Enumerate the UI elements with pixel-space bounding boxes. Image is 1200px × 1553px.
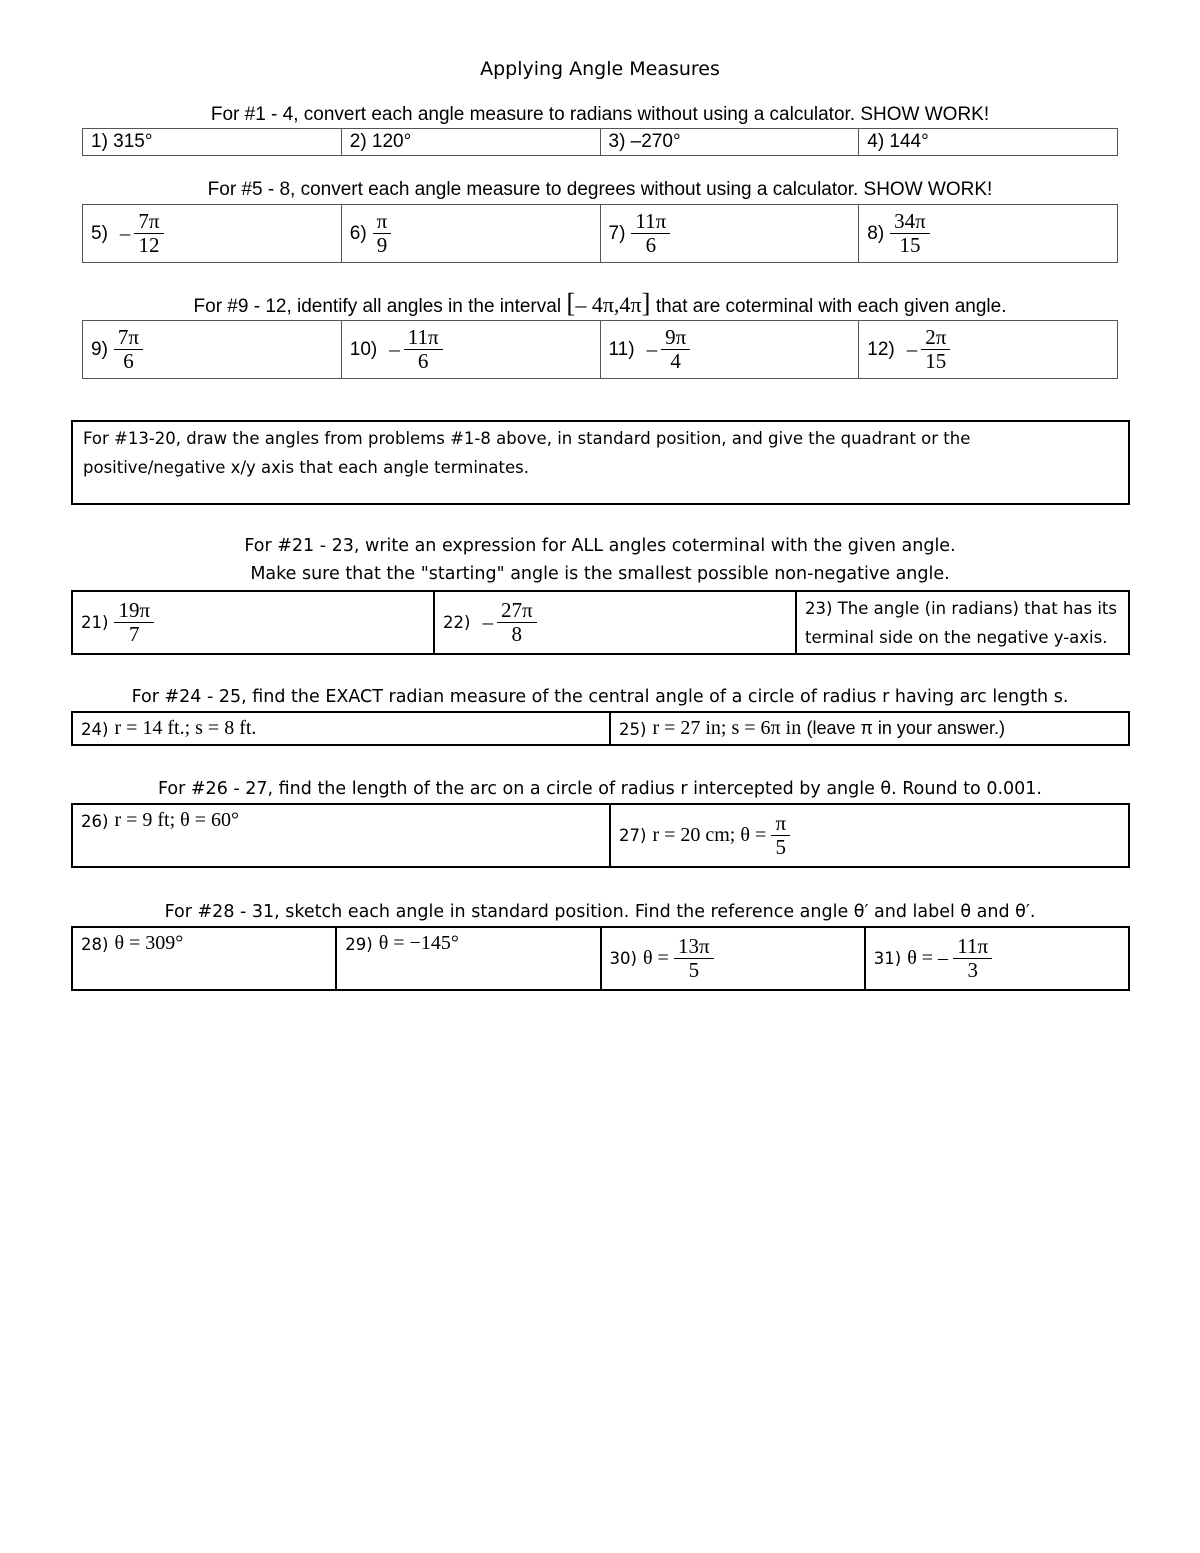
numerator: 11π (631, 210, 670, 234)
problem-27-expr: r = 20 cm; θ = (652, 824, 767, 846)
problem-28-expr: θ = 309° (114, 932, 184, 954)
problem-10-label: 10) (349, 338, 378, 360)
problem-5-label: 5) (91, 222, 108, 244)
numerator: 9π (661, 326, 690, 350)
problem-27-fraction (771, 812, 790, 859)
page-title: Applying Angle Measures (480, 58, 720, 80)
problem-12 (859, 321, 1118, 379)
section1-table (82, 128, 1118, 156)
section5-table (71, 590, 1130, 655)
denominator: 6 (123, 349, 134, 373)
problem-25 (610, 712, 1129, 745)
problem-23-text: The angle (in radians) that has its terminal side on the negative y-axis. (805, 598, 1117, 647)
numerator: π (373, 210, 392, 234)
problem-22-label: 22) (443, 613, 471, 632)
problem-27-label: 27) (619, 826, 647, 845)
problem-26 (72, 804, 610, 867)
denominator: 12 (138, 233, 160, 257)
numerator: 19π (114, 599, 154, 623)
problem-3: 3) –270° (600, 129, 859, 156)
problem-11 (600, 321, 859, 379)
problem-22 (434, 591, 796, 654)
problem-29-label: 29) (345, 935, 373, 954)
section4-text: For #13-20, draw the angles from problems #1-8 above, in standard position, and give the quadrant or the positive/negative x/y axis that each angle terminates. (83, 429, 971, 477)
problem-23 (796, 591, 1129, 654)
problem-5 (83, 205, 342, 263)
section4-box (71, 420, 1130, 505)
problem-11-label: 11) (608, 338, 635, 360)
problem-10-fraction (404, 326, 443, 373)
section2-table (82, 204, 1118, 263)
section6-instruction: For #24 - 25, find the EXACT radian measure of the central angle of a circle of radius r having arc length s. (131, 687, 1069, 707)
problem-11-fraction (661, 326, 690, 373)
problem-5-sign: – (119, 221, 131, 245)
problem-30-label: 30) (609, 949, 637, 968)
denominator: 6 (417, 349, 429, 373)
interval: [– 4π,4π] (566, 288, 651, 318)
problem-29 (336, 927, 600, 990)
denominator: 15 (899, 233, 921, 257)
section6-table (71, 711, 1130, 746)
problem-24 (72, 712, 610, 745)
problem-8-fraction (890, 210, 930, 257)
problem-1: 1) 315° (83, 129, 342, 156)
problem-31-expr: θ = – (907, 947, 949, 969)
problem-10-sign: – (389, 337, 400, 361)
problem-7 (600, 205, 859, 263)
section7-instruction: For #26 - 27, find the length of the arc on a circle of radius r intercepted by angle θ. Round to 0.001. (157, 779, 1042, 799)
problem-31-label: 31) (873, 949, 902, 968)
problem-7-fraction (631, 210, 670, 257)
numerator: π (771, 812, 790, 836)
problem-31-fraction (953, 935, 992, 982)
denominator: 8 (511, 622, 522, 646)
problem-26-expr: r = 9 ft; θ = 60° (114, 809, 240, 831)
problem-9 (83, 321, 342, 379)
numerator: 2π (921, 326, 950, 350)
problem-4: 4) 144° (859, 129, 1118, 156)
problem-6-label: 6) (349, 222, 367, 244)
denominator: 15 (925, 349, 947, 373)
interval-value: – 4π,4π (575, 292, 642, 317)
problem-23-label: 23) (805, 598, 833, 618)
problem-25-note: (leave π in your answer.) (806, 718, 1005, 738)
problem-28-label: 28) (81, 935, 109, 954)
problem-22-fraction (497, 599, 537, 646)
section2-instruction: For #5 - 8, convert each angle measure to degrees without using a calculator. SHOW WORK! (207, 179, 993, 200)
problem-21 (72, 591, 434, 654)
problem-9-fraction (114, 326, 143, 373)
section3-instruction-pre: For #9 - 12, identify all angles in the interval (193, 296, 562, 317)
problem-29-expr: θ = −145° (378, 932, 459, 954)
numerator: 13π (674, 935, 714, 959)
problem-21-fraction (114, 599, 154, 646)
section1-instruction: For #1 - 4, convert each angle measure to radians without using a calculator. SHOW WORK! (210, 104, 990, 125)
problem-6 (341, 205, 600, 263)
problem-21-label: 21) (81, 613, 109, 632)
problem-12-label: 12) (867, 338, 895, 360)
denominator: 5 (688, 958, 700, 982)
numerator: 7π (114, 326, 143, 350)
problem-2: 2) 120° (341, 129, 600, 156)
section3-instruction-post: that are coterminal with each given angle. (655, 296, 1007, 317)
problem-9-label: 9) (91, 338, 108, 360)
numerator: 11π (404, 326, 443, 350)
problem-30-expr: θ = (642, 947, 669, 969)
problem-6-fraction (373, 210, 392, 257)
problem-8 (859, 205, 1118, 263)
problem-30-fraction (674, 935, 714, 982)
denominator: 7 (128, 622, 140, 646)
denominator: 5 (775, 835, 787, 859)
section3-instruction (0, 288, 1200, 319)
section8-instruction: For #28 - 31, sketch each angle in standard position. Find the reference angle θ′ and label θ and θ′. (164, 902, 1036, 922)
problem-25-label: 25) (619, 720, 647, 739)
problem-30 (601, 927, 865, 990)
problem-31 (865, 927, 1129, 990)
denominator: 4 (670, 349, 681, 373)
numerator: 27π (497, 599, 537, 623)
denominator: 9 (376, 233, 388, 257)
section8-table (71, 926, 1130, 991)
problem-24-expr: r = 14 ft.; s = 8 ft. (114, 717, 257, 739)
problem-28 (72, 927, 336, 990)
numerator: 7π (134, 210, 163, 234)
denominator: 6 (645, 233, 657, 257)
problem-11-sign: – (646, 337, 658, 361)
problem-5-fraction (134, 210, 163, 257)
section5-instruction-line2: Make sure that the "starting" angle is the smallest possible non-negative angle. (250, 564, 950, 584)
problem-26-label: 26) (81, 812, 109, 831)
problem-24-label: 24) (81, 720, 109, 739)
section3-table (82, 320, 1118, 379)
problem-7-label: 7) (608, 222, 626, 244)
numerator: 34π (890, 210, 930, 234)
problem-12-fraction (921, 326, 950, 373)
problem-22-sign: – (482, 610, 493, 634)
problem-12-sign: – (906, 337, 918, 361)
denominator: 3 (967, 958, 978, 982)
problem-27 (610, 804, 1129, 867)
problem-10 (341, 321, 600, 379)
problem-8-label: 8) (867, 222, 885, 244)
problem-25-expr: r = 27 in; s = 6π in (652, 717, 802, 739)
section7-table (71, 803, 1130, 868)
numerator: 11π (953, 935, 992, 959)
section5-instruction-line1: For #21 - 23, write an expression for ALL angles coterminal with the given angle. (244, 536, 956, 556)
